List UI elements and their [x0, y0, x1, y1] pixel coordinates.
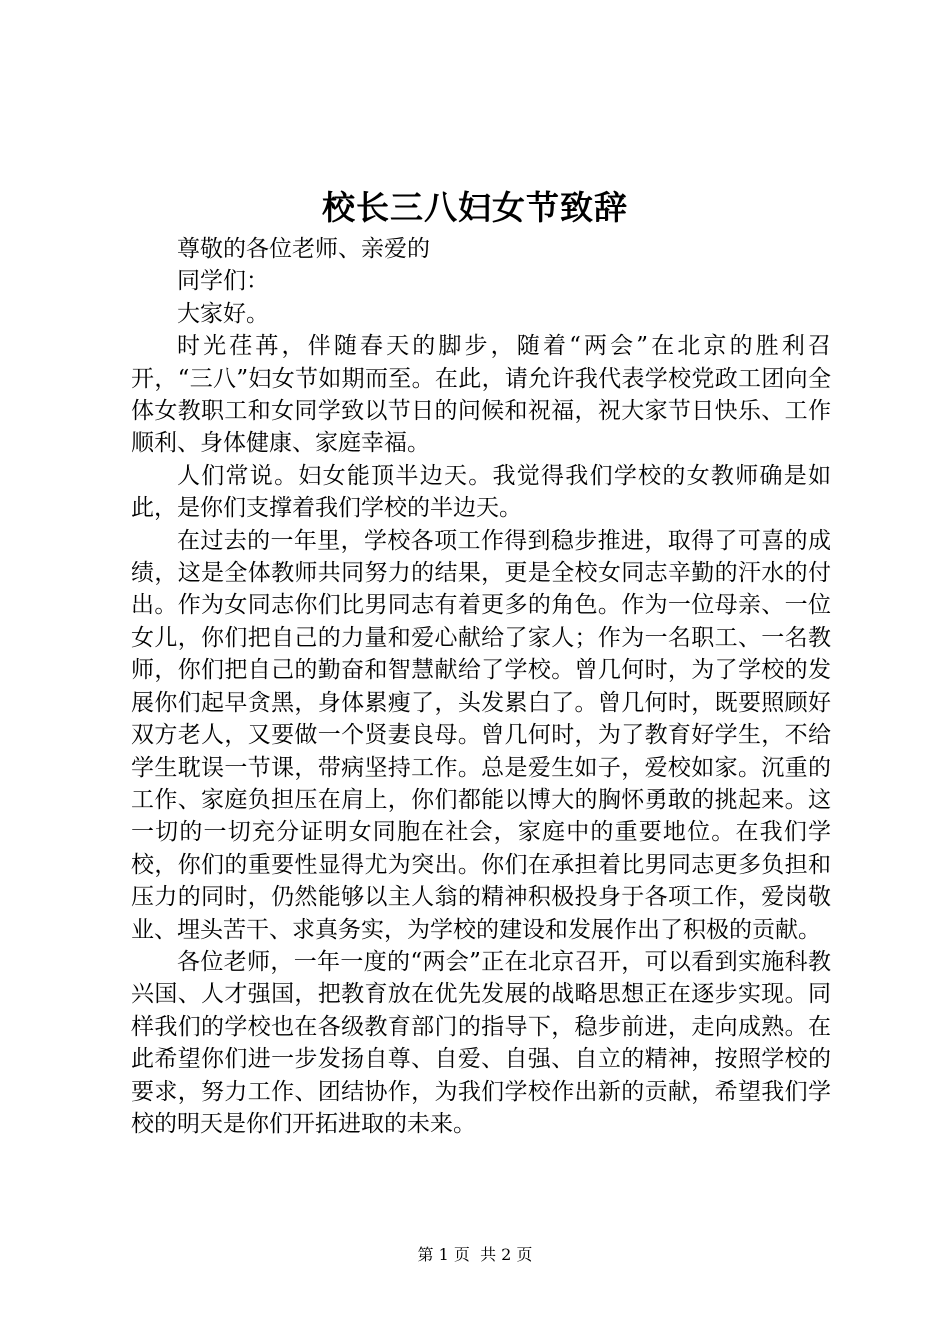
salutation-line-1: 尊敬的各位老师、亲爱的	[177, 236, 430, 262]
body-paragraph: 各位老师，一年一度的“两会”正在北京召开，可以看到实施科教兴国、人才强国，把教育放在优先发展的战略思想正在逐步实现。同样我们的学校也在各级教育部门的指导下，稳步前进，走向成熟。在此希望你们进一步发扬自尊、自爱、自强、自立的精神，按照学校的要求，努力工作、团结协作，为我们学校作出新的贡献，希望我们学校的明天是你们开拓进取的未来。	[131, 948, 831, 1137]
body-paragraph: 时光荏苒，伴随春天的脚步，随着“两会”在北京的胜利召开，“三八”妇女节如期而至。在此，请允许我代表学校党政工团向全体女教职工和女同学致以节日的问候和祝福，祝大家节日快乐、工作顺利、身体健康、家庭幸福。	[131, 333, 831, 457]
body-paragraph: 在过去的一年里，学校各项工作得到稳步推进，取得了可喜的成绩，这是全体教师共同努力的结果，更是全校女同志辛勤的汗水的付出。作为女同志你们比男同志有着更多的角色。作为一位母亲、一位女儿，你们把自己的力量和爱心献给了家人；作为一名职工、一名教师，你们把自己的勤奋和智慧献给了学校。曾几何时，为了学校的发展你们起早贪黑，身体累瘦了，头发累白了。曾几何时，既要照顾好双方老人，又要做一个贤妻良母。曾几何时，为了教育好学生，不给学生耽误一节课，带病坚持工作。总是爱生如子，爱校如家。沉重的工作、家庭负担压在肩上，你们都能以博大的胸怀勇敢的挑起来。这一切的一切充分证明女同胞在社会，家庭中的重要地位。在我们学校，你们的重要性显得尤为突出。你们在承担着比男同志更多负担和压力的同时，仍然能够以主人翁的精神积极投身于各项工作，爱岗敬业、埋头苦干、求真务实，为学校的建设和发展作出了积极的贡献。	[131, 527, 831, 943]
page-number: 第 1 页	[417, 1245, 470, 1264]
document-body	[131, 233, 831, 1140]
page-footer	[0, 1243, 950, 1267]
body-paragraph: 人们常说。妇女能顶半边天。我觉得我们学校的女教师确是如此，是你们支撑着我们学校的半边天。	[131, 462, 831, 522]
document-title: 校长三八妇女节致辞	[322, 188, 628, 227]
page-total: 共 2 页	[480, 1245, 533, 1264]
greeting-line: 大家好。	[177, 300, 269, 327]
salutation-line-2: 同学们：	[177, 268, 269, 295]
